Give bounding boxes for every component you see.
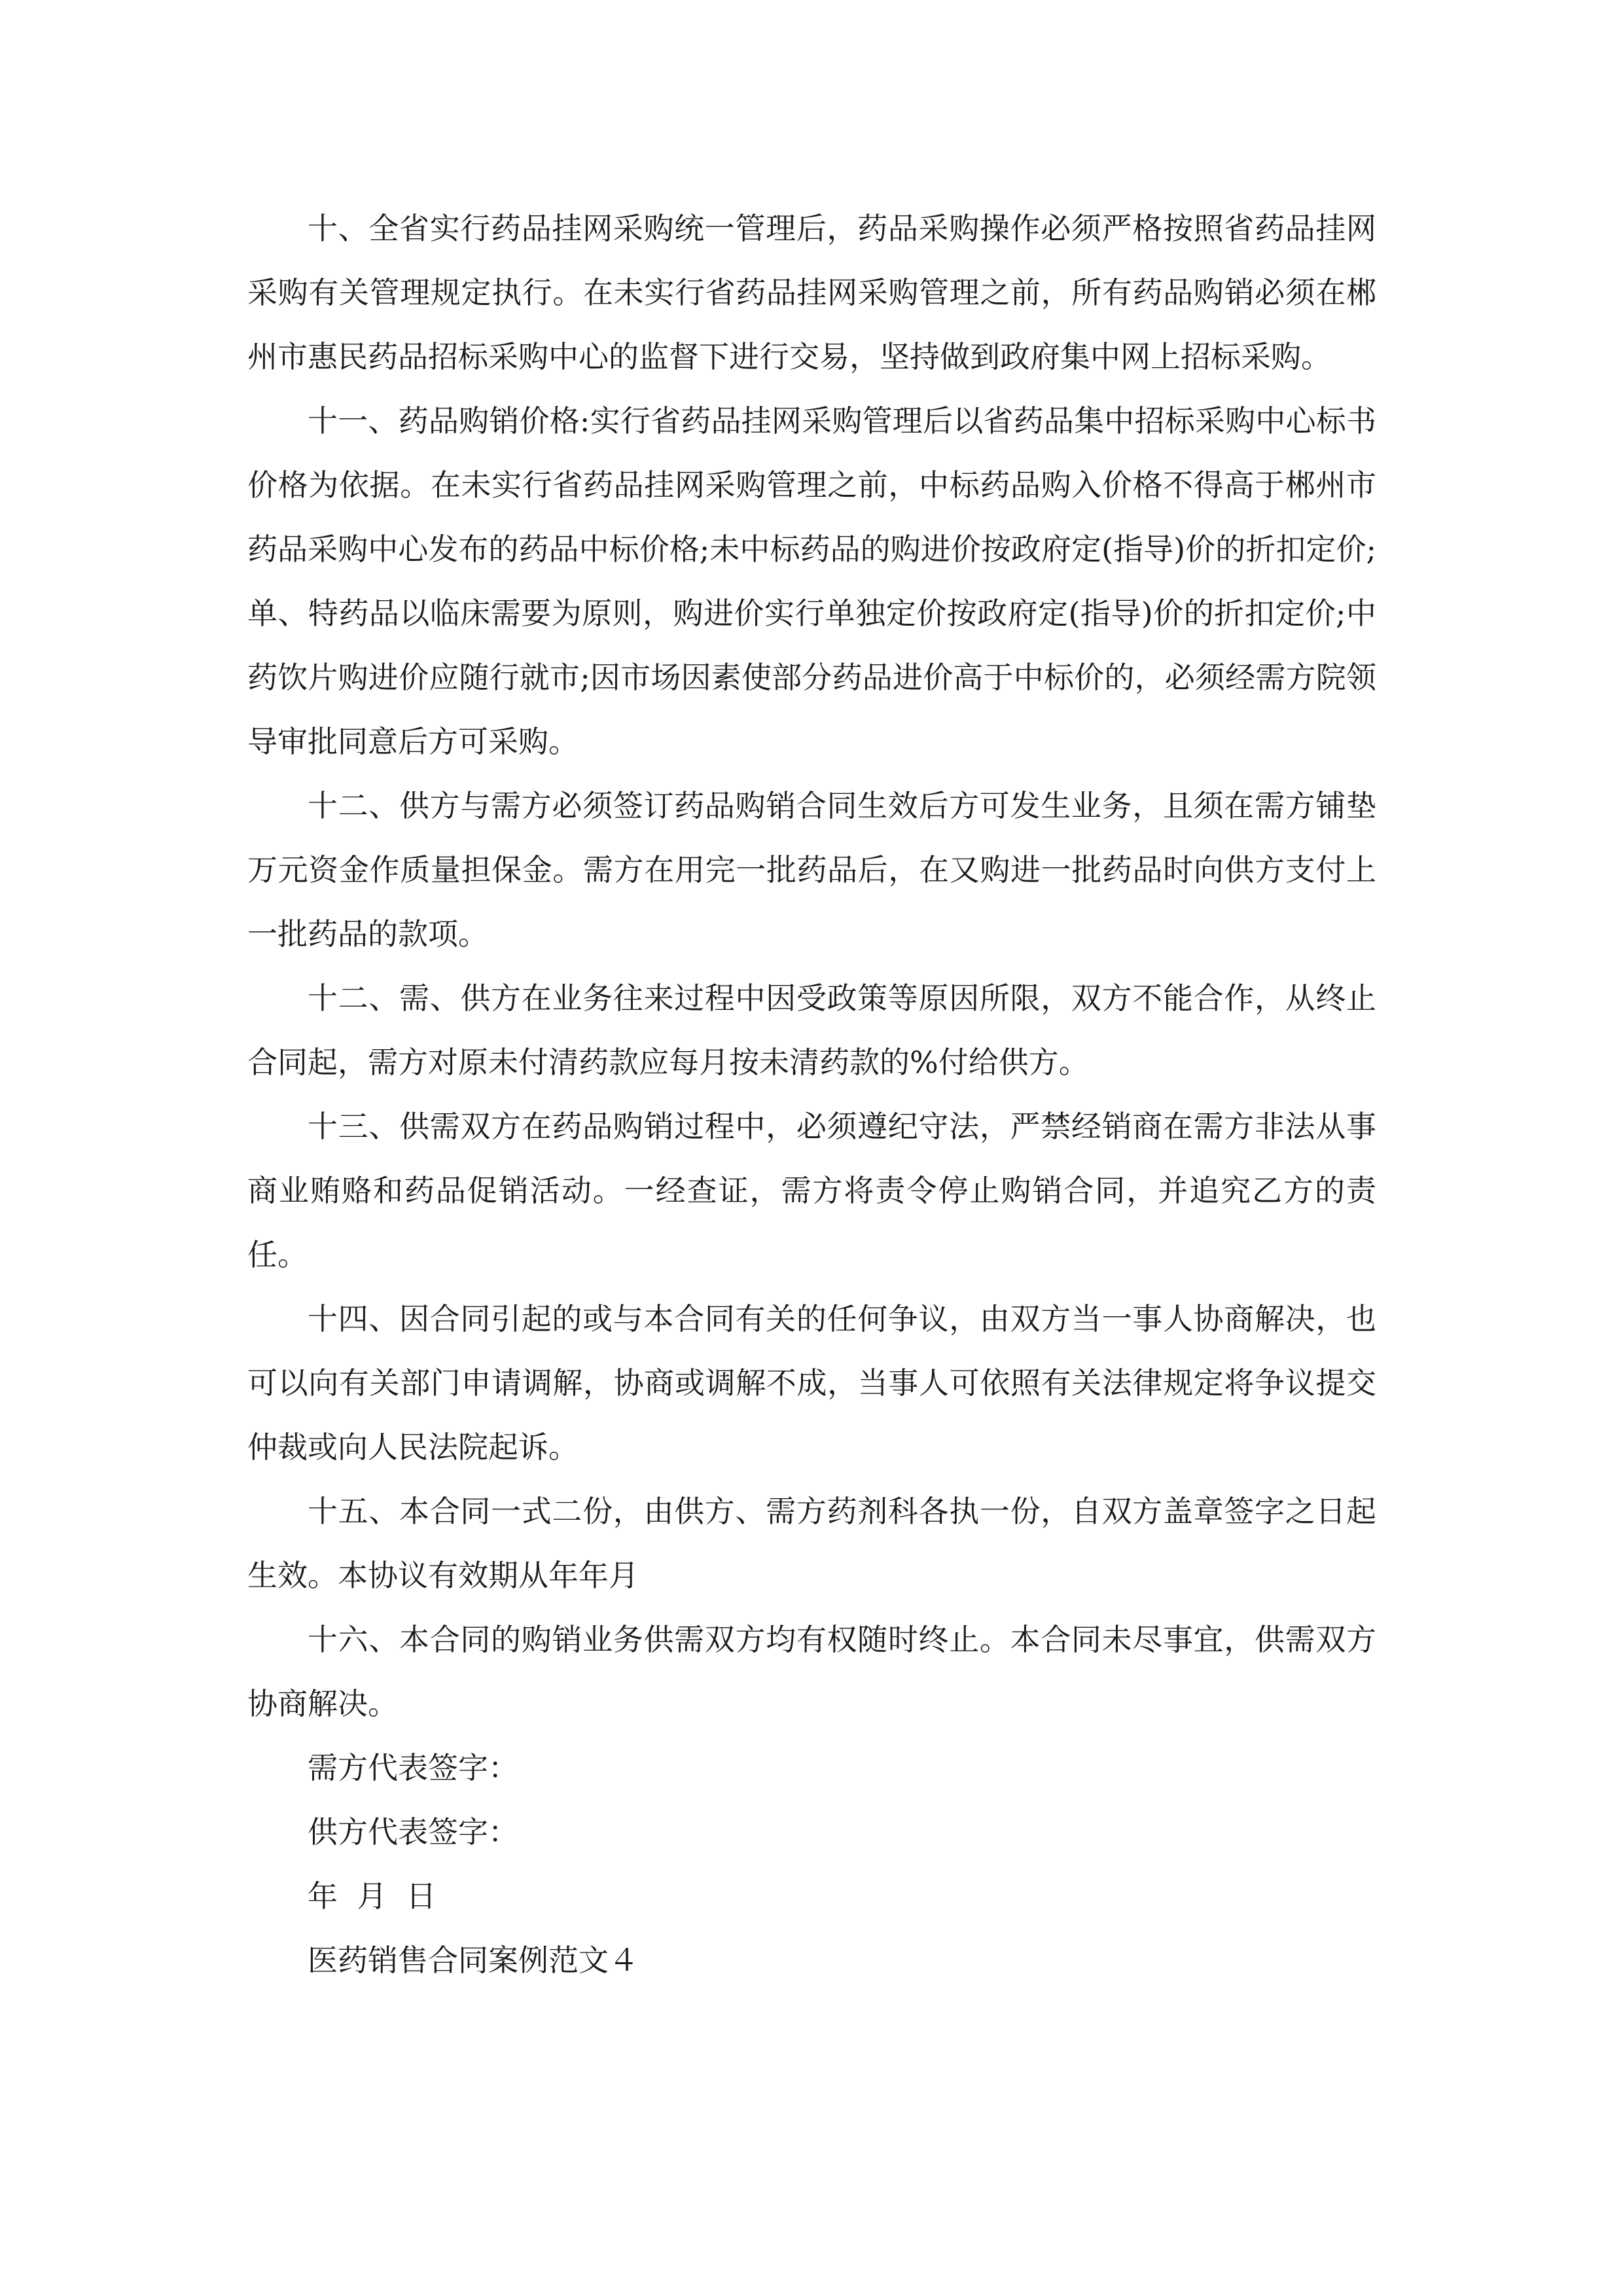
clause-14: 十四、因合同引起的或与本合同有关的任何争议，由双方当一事人协商解决，也可以向有关部门申请调解，协商或调解不成，当事人可依照有关法律规定将争议提交仲裁或向人民法院起诉。 (247, 1301, 1376, 1465)
supply-signature-label: 供方代表签字： (308, 1814, 518, 1850)
clause-10: 十、全省实行药品挂网采购统一管理后，药品采购操作必须严格按照省药品挂网采购有关管理规定执行。在未实行省药品挂网采购管理之前，所有药品购销必须在郴州市惠民药品招标采购中心的监督下进行交易，坚持做到政府集中网上招标采购。 (247, 211, 1376, 374)
clause-12-guarantee: 十二、供方与需方必须签订药品购销合同生效后方可发生业务，且须在需方铺垫万元资金作质量担保金。需方在用完一批药品后，在又购进一批药品时向供方支付上一批药品的款项。 (247, 788, 1376, 952)
clause-11: 十一、药品购销价格:实行省药品挂网采购管理后以省药品集中招标采购中心标书价格为依据。在未实行省药品挂网采购管理之前，中标药品购入价格不得高于郴州市药品采购中心发布的药品中标价格;未中标药品的购进价按政府定(指导)价的折扣定价;单、特药品以临床需要为原则，购进价实行单独定价按政府定(指导)价的折扣定价;中药饮片购进价应随行就市;因市场因素使部分药品进价高于中标价的，必须经需方院领导审批同意后方可采购。 (247, 403, 1376, 759)
document-body (247, 196, 1376, 1992)
signature-date: 年 月 日 (308, 1878, 437, 1914)
demand-signature-label: 需方代表签字： (308, 1750, 518, 1785)
next-section-heading: 医药销售合同案例范文４ (308, 1943, 639, 1978)
clause-15: 十五、本合同一式二份，由供方、需方药剂科各执一份，自双方盖章签字之日起生效。本协议有效期从年年月 (247, 1494, 1376, 1593)
clause-12-termination: 十二、需、供方在业务往来过程中因受政策等原因所限，双方不能合作，从终止合同起，需方对原未付清药款应每月按未清药款的%付给供方。 (247, 980, 1376, 1080)
clause-16: 十六、本合同的购销业务供需双方均有权随时终止。本合同未尽事宜，供需双方协商解决。 (247, 1622, 1376, 1721)
clause-13: 十三、供需双方在药品购销过程中，必须遵纪守法，严禁经销商在需方非法从事商业贿赂和药品促销活动。一经查证，需方将责令停止购销合同，并追究乙方的责任。 (247, 1109, 1376, 1272)
